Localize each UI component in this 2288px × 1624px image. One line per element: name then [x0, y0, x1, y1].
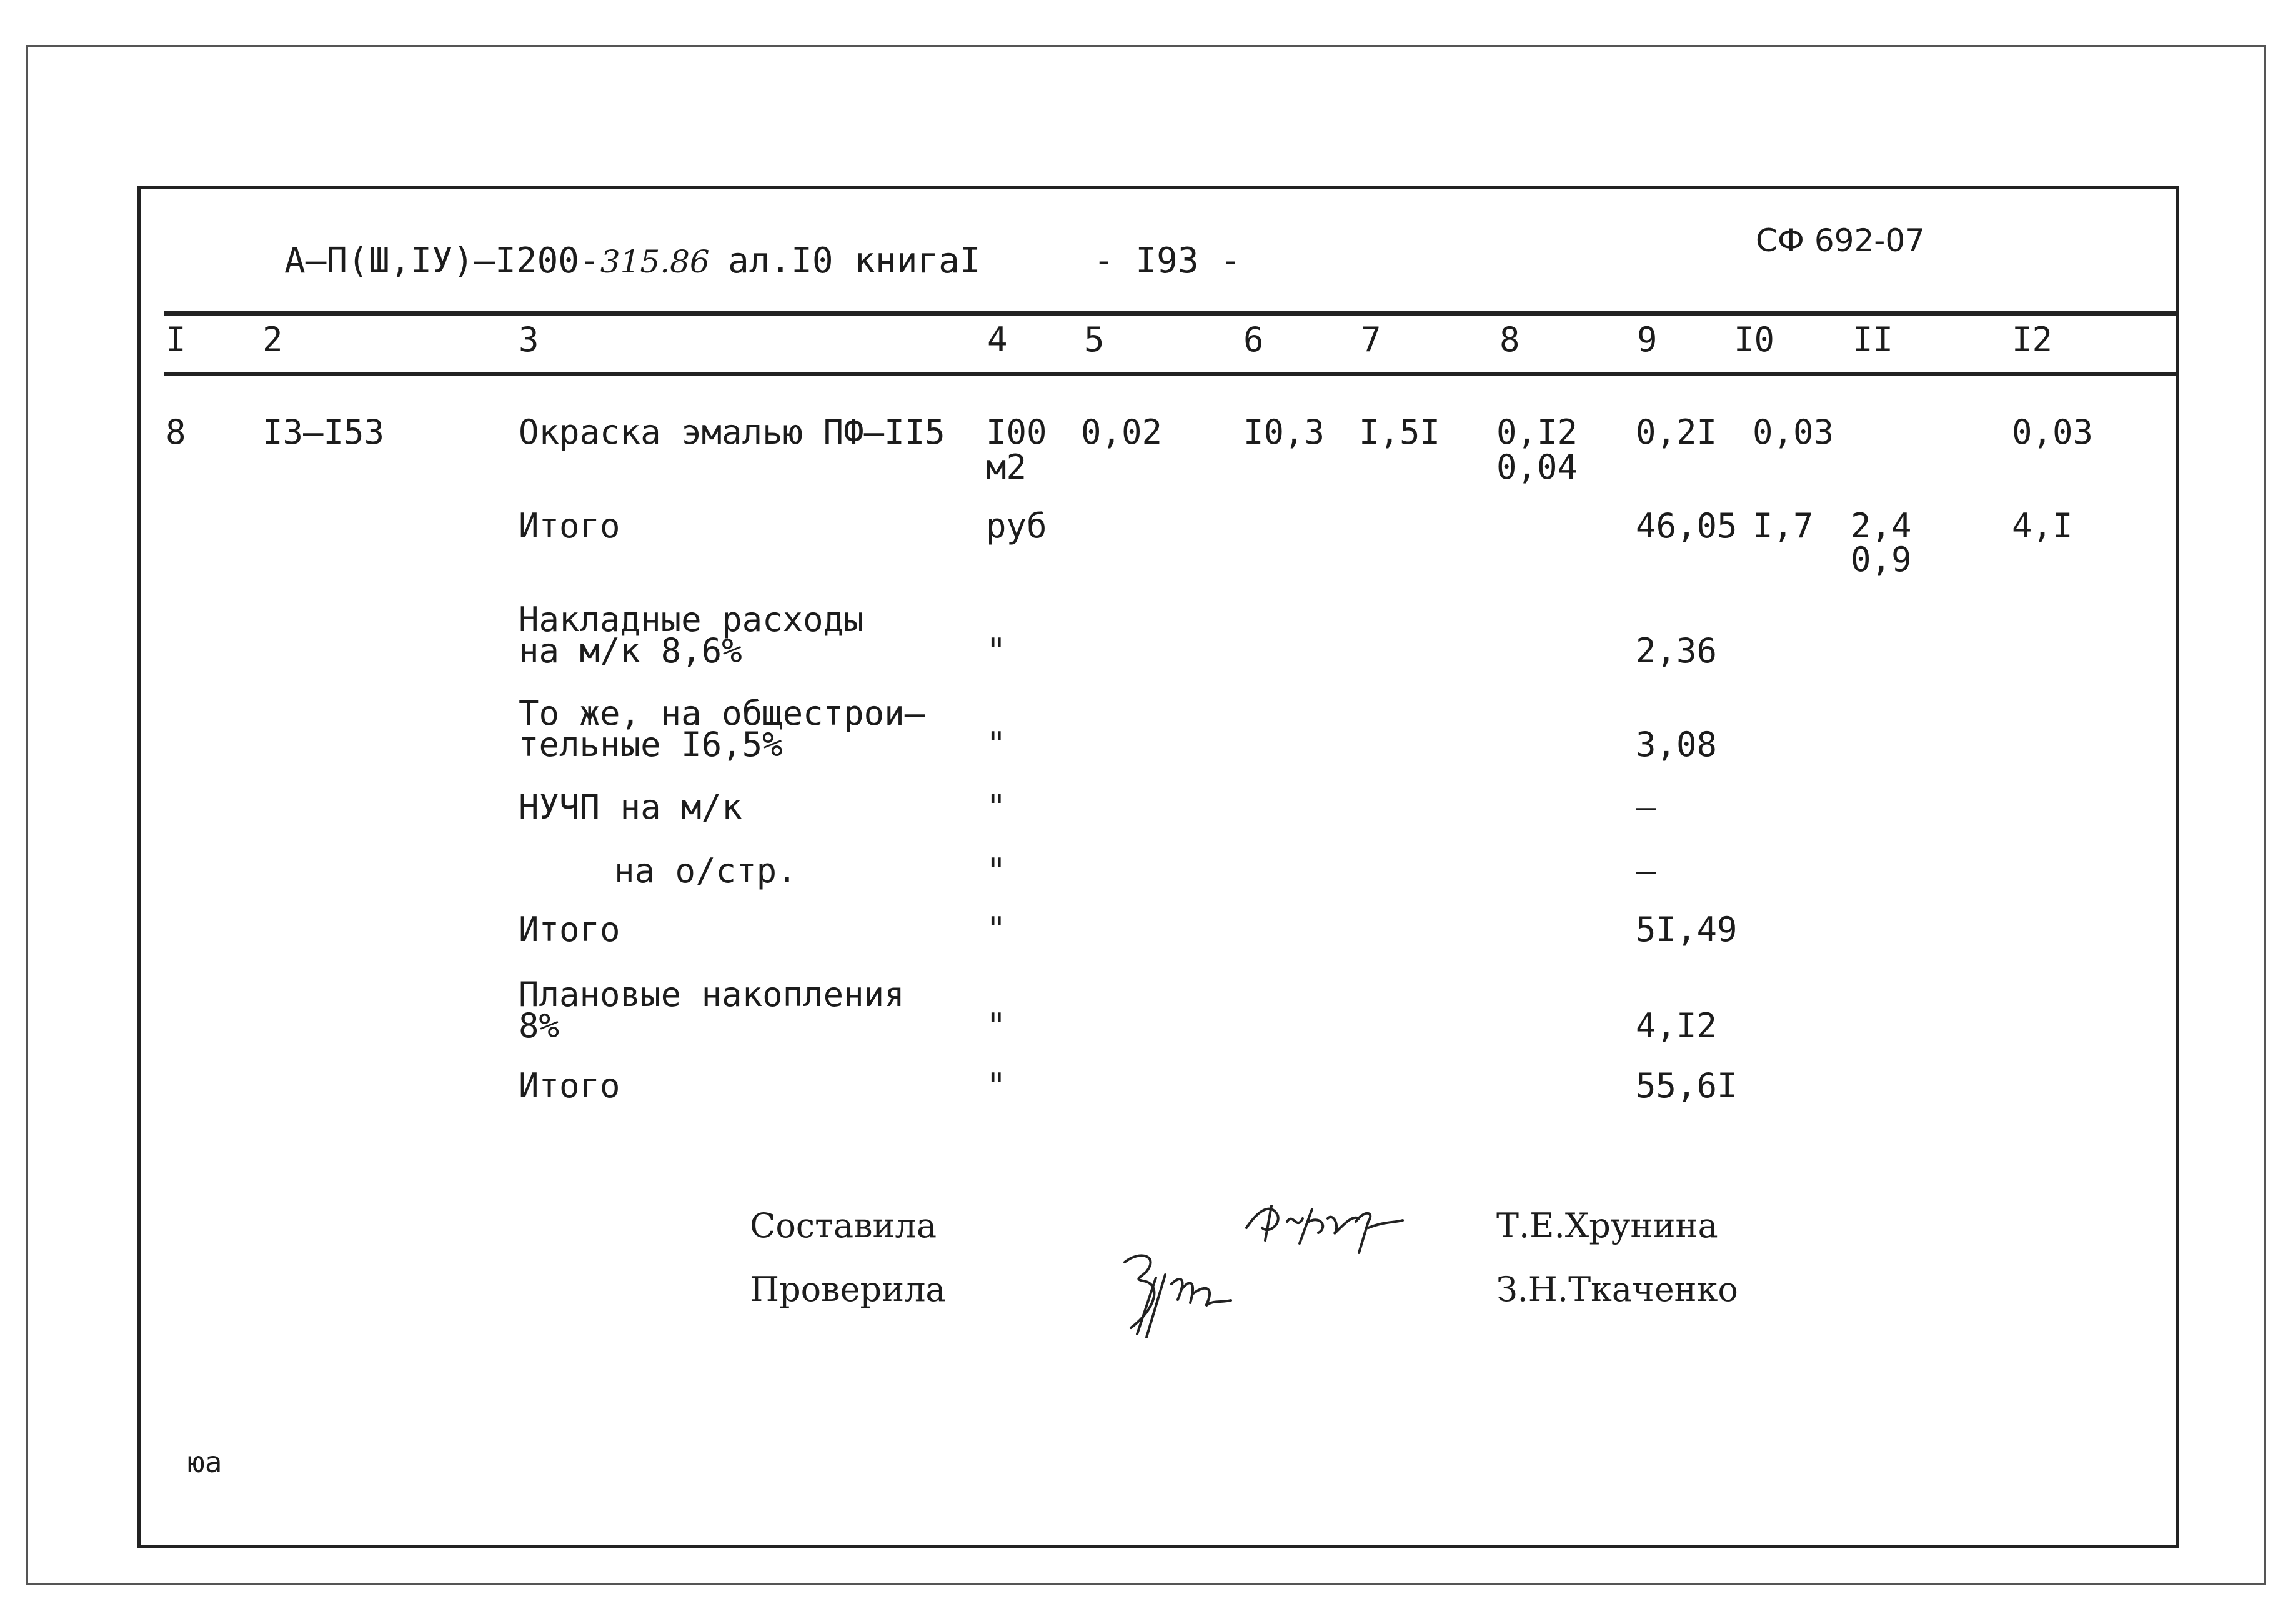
total-unit: руб	[986, 506, 1047, 545]
column-header-10: I0	[1734, 320, 1775, 359]
row-col6: I0,3	[1243, 412, 1325, 452]
grand-total-ditto: "	[986, 1066, 1007, 1105]
general-overhead-ditto: "	[986, 725, 1007, 764]
row-unit-line2: м2	[986, 447, 1027, 487]
page-number: - I93 -	[1093, 241, 1241, 281]
column-header-5: 5	[1084, 320, 1105, 359]
archive-stamp: СФ 692-07	[1756, 222, 1925, 259]
general-overhead-label-line2: тельные I6,5%	[519, 725, 783, 764]
total-col12: 4,I	[2012, 506, 2073, 545]
column-header-3: 3	[519, 320, 539, 359]
total-col11-line2: 0,9	[1851, 540, 1912, 579]
row-col12: 0,03	[2012, 412, 2094, 452]
table-top-rule	[164, 311, 2176, 316]
row-col10: 0,03	[1753, 412, 1834, 452]
total-col11-line1: 2,4	[1851, 506, 1912, 545]
column-header-9: 9	[1637, 320, 1658, 359]
row-col9: 0,2I	[1636, 412, 1718, 452]
row-item-number: 8	[166, 412, 186, 452]
compiled-by-label: Составила	[750, 1206, 937, 1245]
overhead-ditto: "	[986, 631, 1007, 670]
total-label: Итого	[519, 506, 620, 545]
row-unit-line1: I00	[986, 412, 1047, 452]
doc-code-handwritten: 315.86	[600, 244, 710, 280]
checked-by-name: З.Н.Ткаченко	[1496, 1270, 1738, 1309]
planned-savings-label-line2: 8%	[519, 1006, 560, 1045]
compiled-by-name: Т.Е.Хрунина	[1496, 1206, 1718, 1245]
planned-savings-ditto: "	[986, 1006, 1007, 1045]
nuchp-mk-value: –	[1636, 787, 1656, 827]
row-quantity: 0,02	[1081, 412, 1163, 452]
row-price-code: I3–I53	[262, 412, 385, 452]
nuchp-ostr-value: –	[1636, 851, 1656, 890]
total-col9: 46,05	[1636, 506, 1738, 545]
grand-total-value: 55,6I	[1636, 1066, 1738, 1105]
overhead-label-line2: на м/к 8,6%	[519, 631, 742, 670]
grand-total-label: Итого	[519, 1066, 620, 1105]
nuchp-ostr-ditto: "	[986, 851, 1007, 890]
checked-by-label: Проверила	[750, 1270, 946, 1309]
column-header-7: 7	[1361, 320, 1381, 359]
overhead-label-line1: Накладные расходы	[519, 600, 864, 639]
column-header-8: 8	[1500, 320, 1520, 359]
album-label: ал.I0 книгаI	[728, 241, 981, 281]
row-work-description: Окраска эмалью ПФ–II5	[519, 412, 945, 452]
general-overhead-label-line1: То же, на общестрои–	[519, 694, 925, 733]
total-col10: I,7	[1753, 506, 1814, 545]
footer-mark: юа	[187, 1445, 222, 1479]
doc-code	[284, 242, 710, 281]
column-header-12: I2	[2012, 320, 2053, 359]
row-col8-line1: 0,I2	[1496, 412, 1578, 452]
planned-savings-value: 4,I2	[1636, 1006, 1718, 1045]
subtotal-ditto: "	[986, 910, 1007, 949]
row-col7: I,5I	[1359, 412, 1441, 452]
row-col8-line2: 0,04	[1496, 447, 1578, 487]
subtotal-value: 5I,49	[1636, 910, 1738, 949]
column-header-1: I	[166, 320, 186, 359]
overhead-value: 2,36	[1636, 631, 1718, 670]
column-header-4: 4	[987, 320, 1008, 359]
compiler-signature	[1234, 1184, 1421, 1278]
general-overhead-value: 3,08	[1636, 725, 1718, 764]
column-header-6: 6	[1243, 320, 1264, 359]
subtotal-label: Итого	[519, 910, 620, 949]
checker-signature	[1112, 1240, 1250, 1347]
column-header-2: 2	[262, 320, 283, 359]
nuchp-ostr-label: на о/стр.	[614, 851, 797, 890]
nuchp-mk-ditto: "	[986, 787, 1007, 827]
column-header-11: II	[1853, 320, 1894, 359]
nuchp-mk-label: НУЧП на м/к	[519, 787, 742, 827]
doc-code-printed: А–П(Ш,IУ)–I200-	[284, 241, 600, 281]
planned-savings-label-line1: Плановые накопления	[519, 975, 905, 1014]
table-header-rule	[164, 372, 2176, 376]
